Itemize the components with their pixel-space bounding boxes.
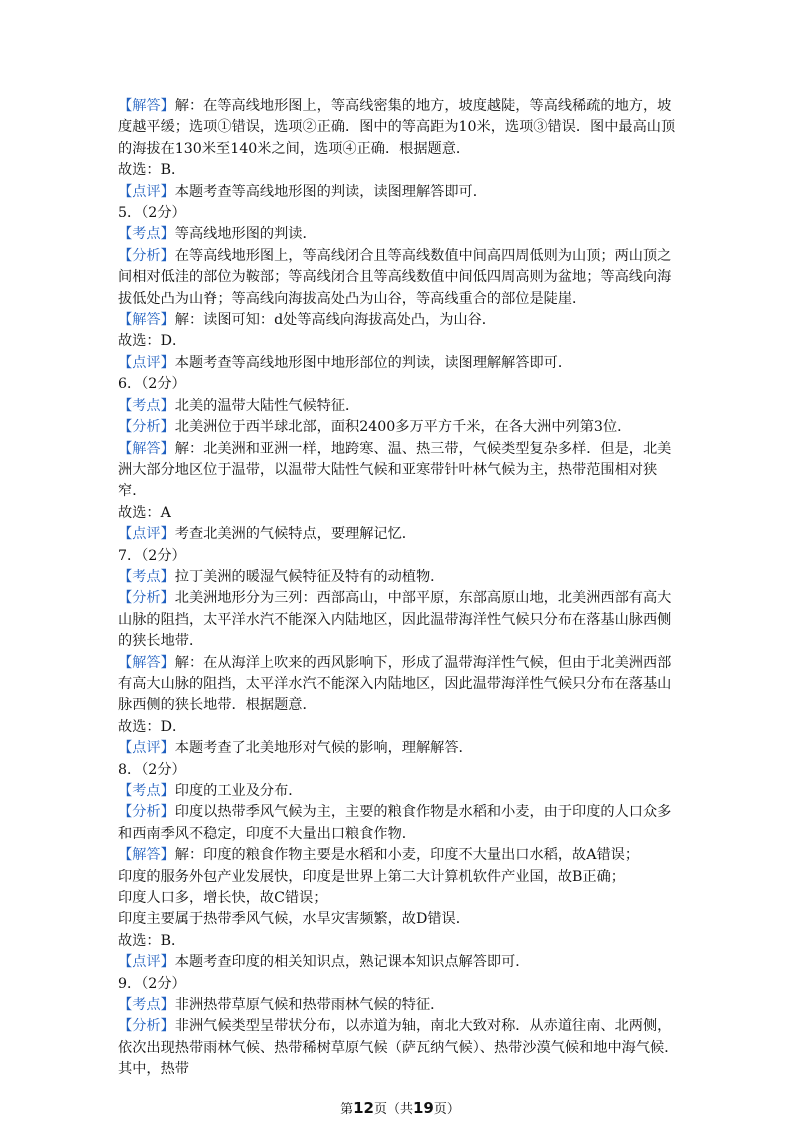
paragraph-text: 解：在等高线地形图上，等高线密集的地方，坡度越陡，等高线稀疏的地方，坡度越平缓；选项①错误，选项②正确．图中的等高距为10米，选项③错误．图中最高山顶的海拔在130米至140米之间，选项④正确．根据题意． xyxy=(118,98,676,157)
document-paragraph xyxy=(118,567,684,588)
document-paragraph xyxy=(118,182,684,203)
document-paragraph xyxy=(118,653,684,717)
paragraph-text: 解：读图可知：d处等高线向海拔高处凸，为山谷． xyxy=(174,312,496,329)
paragraph-text: 北美洲位于西半球北部，面积2400多万平方千米，在各大洲中列第3位． xyxy=(174,419,632,436)
paragraph-text: 解：在从海洋上吹来的西风影响下，形成了温带海洋性气候，但由于北美洲西部有高大山脉的阻挡，太平洋水汽不能深入内陆地区，因此温带海洋性气候只分布在落基山脉西侧的狭长地带．根据题意． xyxy=(118,654,672,714)
document-paragraph xyxy=(118,160,684,181)
paragraph-text: 印度人口多，增长快，故C错误； xyxy=(118,890,328,907)
current-page-number: 12 xyxy=(353,1099,374,1117)
document-paragraph xyxy=(118,353,684,374)
document-paragraph xyxy=(118,931,684,952)
paragraph-text: 在等高线地形图上，等高线闭合且等高线数值中间高四周低则为山顶；两山顶之间相对低洼的部位为鞍部；等高线闭合且等高线数值中间低四周高则为盆地；等高线向海拔低处凸为山脊；等高线向海拔高处凸为山谷，等高线重合的部位是陡崖． xyxy=(118,247,672,307)
paragraph-text: 本题考查印度的相关知识点，熟记课本知识点解答即可． xyxy=(174,954,530,971)
document-paragraph xyxy=(118,246,684,310)
paragraph-text: 北美的温带大陆性气候特征． xyxy=(174,397,360,414)
document-paragraph xyxy=(118,588,684,652)
section-tag: 【考点】 xyxy=(118,783,175,799)
document-paragraph xyxy=(118,909,684,930)
section-tag: 【考点】 xyxy=(118,226,175,243)
paragraph-text: 印度的服务外包产业发展快，印度是世界上第二大计算机软件产业国，故B正确； xyxy=(118,868,625,885)
document-paragraph xyxy=(118,738,684,759)
document-paragraph xyxy=(118,888,684,909)
section-tag: 【点评】 xyxy=(118,354,175,371)
paragraph-text: 北美洲地形分为三列：西部高山，中部平原，东部高原山地，北美洲西部有高大山脉的阻挡，太平洋水汽不能深入内陆地区，因此温带海洋性气候只分布在落基山脉西侧的狭长地带． xyxy=(118,590,672,650)
section-tag: 【考点】 xyxy=(118,397,175,414)
footer-suffix: 页） xyxy=(433,1102,460,1117)
paragraph-text: 9．（2分） xyxy=(118,975,186,992)
paragraph-text: 本题考查等高线地形图的判读，读图理解答即可． xyxy=(174,183,487,200)
document-paragraph xyxy=(118,845,684,866)
document-body xyxy=(118,96,684,1081)
paragraph-text: 解：印度的粮食作物主要是水稻和小麦，印度不大量出口水稻，故A错误； xyxy=(174,847,640,864)
page-footer xyxy=(0,1098,800,1117)
footer-middle: 页（共 xyxy=(373,1102,413,1117)
paragraph-text: 7．（2分） xyxy=(118,547,186,564)
document-paragraph xyxy=(118,417,684,438)
paragraph-text: 故选：D． xyxy=(118,333,187,350)
document-paragraph xyxy=(118,203,684,224)
section-tag: 【解答】 xyxy=(118,440,175,457)
document-paragraph xyxy=(118,995,684,1016)
document-paragraph xyxy=(118,331,684,352)
section-tag: 【考点】 xyxy=(118,997,175,1014)
section-tag: 【点评】 xyxy=(118,954,175,971)
document-paragraph xyxy=(118,760,684,781)
document-paragraph xyxy=(118,96,684,160)
paragraph-text: 印度以热带季风气候为主，主要的粮食作物是水稻和小麦，由于印度的人口众多和西南季风不稳定，印度不大量出口粮食作物． xyxy=(118,804,672,842)
document-paragraph xyxy=(118,396,684,417)
paragraph-text: 6．（2分） xyxy=(118,376,186,393)
paragraph-text: 故选：D． xyxy=(118,718,187,735)
section-tag: 【解答】 xyxy=(118,847,175,864)
document-paragraph xyxy=(118,974,684,995)
section-tag: 【分析】 xyxy=(118,1018,175,1035)
document-paragraph xyxy=(118,781,684,802)
section-tag: 【点评】 xyxy=(118,183,175,200)
section-tag: 【解答】 xyxy=(118,312,175,329)
paragraph-text: 解：北美洲和亚洲一样，地跨寒、温、热三带，气候类型复杂多样．但是，北美洲大部分地区位于温带，以温带大陆性气候和亚寒带针叶林气候为主，热带范围相对狭窄． xyxy=(118,440,672,500)
document-paragraph xyxy=(118,224,684,245)
paragraph-text: 印度的工业及分布． xyxy=(174,783,303,799)
document-paragraph xyxy=(118,374,684,395)
section-tag: 【考点】 xyxy=(118,568,175,585)
section-tag: 【分析】 xyxy=(118,419,175,436)
document-paragraph xyxy=(118,310,684,331)
paragraph-text: 本题考查了北美地形对气候的影响，理解解答． xyxy=(174,740,473,757)
document-paragraph xyxy=(118,867,684,888)
paragraph-text: 故选：B． xyxy=(118,162,186,179)
section-tag: 【点评】 xyxy=(118,740,175,757)
document-paragraph xyxy=(118,802,684,845)
paragraph-text: 考查北美洲的气候特点，要理解记忆． xyxy=(174,526,416,543)
paragraph-text: 故选：A xyxy=(118,504,171,521)
paragraph-text: 非洲气候类型呈带状分布，以赤道为轴，南北大致对称．从赤道往南、北两侧，依次出现热带雨林气候、热带稀树草原气候（萨瓦纳气候）、热带沙漠气候和地中海气候．其中，热带 xyxy=(118,1018,679,1078)
document-paragraph xyxy=(118,503,684,524)
paragraph-text: 8．（2分） xyxy=(118,761,186,778)
paragraph-text: 等高线地形图的判读． xyxy=(174,226,317,243)
section-tag: 【解答】 xyxy=(118,98,175,114)
paragraph-text: 印度主要属于热带季风气候，水旱灾害频繁，故D错误． xyxy=(118,911,470,928)
paragraph-text: 非洲热带草原气候和热带雨林气候的特征． xyxy=(174,997,445,1014)
section-tag: 【点评】 xyxy=(118,526,175,543)
paragraph-text: 故选：B． xyxy=(118,932,186,949)
document-paragraph xyxy=(118,952,684,973)
document-paragraph xyxy=(118,546,684,567)
paragraph-text: 拉丁美洲的暖湿气候特征及特有的动植物． xyxy=(174,568,445,585)
total-page-number: 19 xyxy=(413,1099,434,1117)
footer-prefix: 第 xyxy=(340,1102,354,1117)
paragraph-text: 5．（2分） xyxy=(118,205,186,222)
document-paragraph xyxy=(118,717,684,738)
section-tag: 【分析】 xyxy=(118,804,175,821)
document-paragraph xyxy=(118,524,684,545)
document-paragraph xyxy=(118,439,684,503)
document-paragraph xyxy=(118,1016,684,1080)
section-tag: 【分析】 xyxy=(118,247,175,264)
section-tag: 【解答】 xyxy=(118,654,175,671)
section-tag: 【分析】 xyxy=(118,590,175,607)
paragraph-text: 本题考查等高线地形图中地形部位的判读，读图理解解答即可． xyxy=(174,354,573,371)
